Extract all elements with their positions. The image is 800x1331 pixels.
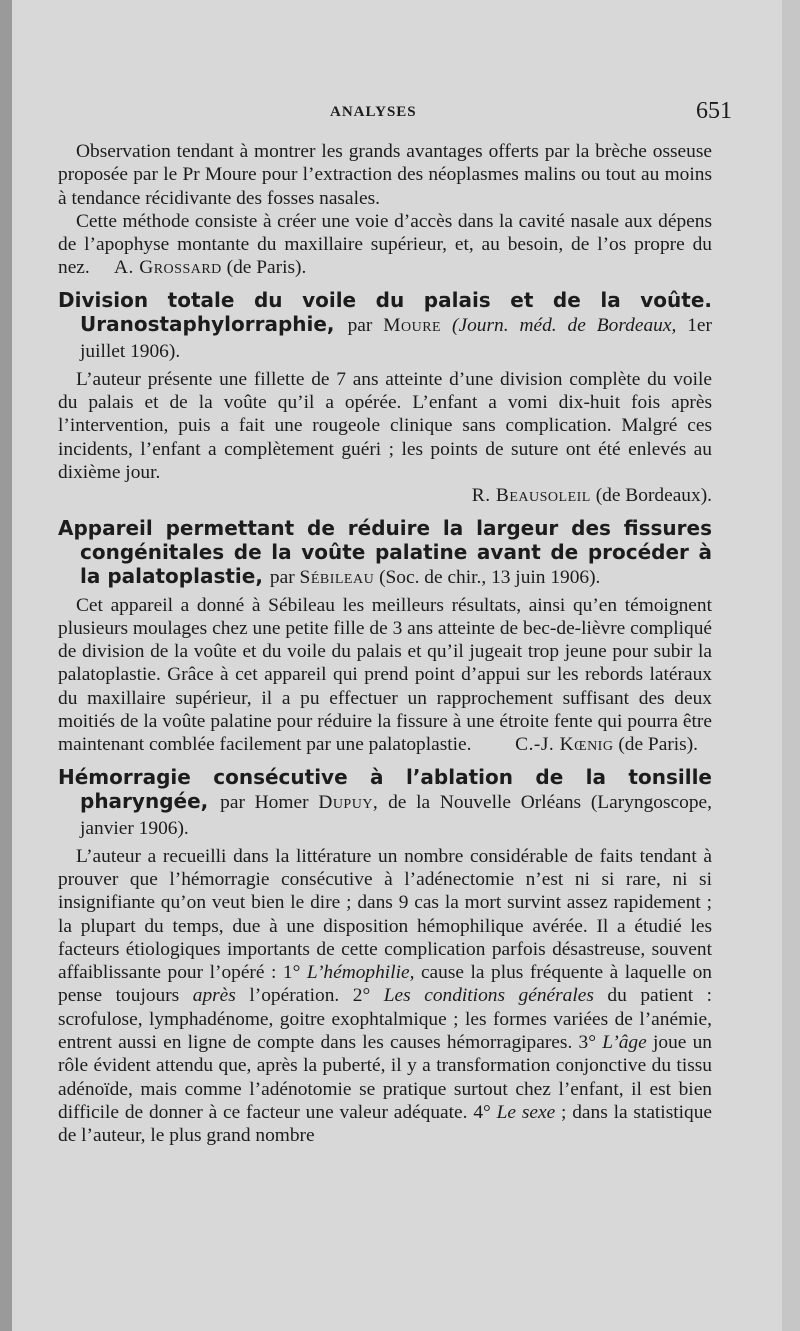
signature-place: (de Paris). <box>618 734 699 756</box>
article-title <box>58 516 712 590</box>
emphasis: Les conditions générales <box>383 985 594 1007</box>
paragraph-text: Cette méthode consiste à créer une voie d’accès dans la cavité nasale aux dépens de l’apophyse montante du maxillaire supérieur, et, au besoin, de l’os propre du nez. <box>58 210 712 279</box>
paragraph-text: ; dans la statistique de l’auteur, le plus grand nombre <box>58 1101 713 1147</box>
emphasis: L’âge <box>602 1032 647 1054</box>
signature <box>58 484 712 507</box>
author-name: Sébileau <box>299 566 375 588</box>
journal-ref: (Soc. de chir., 13 juin 1906). <box>379 566 601 588</box>
article-title <box>58 765 712 841</box>
byline-by: par <box>269 566 295 588</box>
paragraph: Observation tendant à montrer les grands avantages offerts par la brèche osseuse proposée par le Pr Moure pour l’extraction des néoplasmes malins ou tout au moins à tendance récidivante des fosses nasales. <box>58 141 712 209</box>
emphasis: L’hémophilie, <box>306 962 415 984</box>
signature-name: A. Grossard <box>114 257 222 279</box>
scan-right-edge <box>782 0 800 1331</box>
paragraph-text: du patient : scrofulose, lymphadénome, goitre exophtalmique ; les formes variées de l’anémie, entrent aussi en ligne de compte dans les causes hémorragipares. 3° <box>58 985 712 1054</box>
article-byline <box>270 567 601 588</box>
paragraph-text: cause la plus fréquente à laquelle on pense toujours <box>58 962 712 1007</box>
body-text <box>58 140 712 1148</box>
signature-name: R. Beausoleil <box>471 485 591 507</box>
paragraph-text: Cet appareil a donné à Sébileau les meilleurs résultats, ainsi qu’en témoignent plusieurs moulages chez une petite fille de 3 ans atteinte de bec-de-lièvre compliqué de division de la voûte et du voile du palais et qu’il jugeait trop jeune pour subir la palatoplastie. Grâce à cet appareil qui prend point d’appui sur les rebords latéraux du maxillaire supérieur, il a pu effectuer un rapprochement suffisant des deux moitiés de la voûte palatine pour réduire la fissure à une étroite fente qui pourra être maintenant comblée facilement par une palatoplastie. <box>58 594 712 756</box>
page-number: 651 <box>696 98 732 124</box>
paragraph <box>58 210 712 280</box>
journal-ref: (Journ. méd. de Bordeaux, <box>452 314 677 336</box>
page-header <box>60 96 732 126</box>
running-title: ANALYSES <box>330 104 417 120</box>
article-date: 1er juillet 1906). <box>80 314 712 362</box>
signature-place: (de Bordeaux). <box>595 485 712 507</box>
paragraph <box>58 845 712 1148</box>
paragraph-text: L’auteur a recueilli dans la littérature un nombre considérable de faits tendant à prouver que l’hémorragie consécutive à l’adénectomie n’est ni si rare, ni si insignifiante qu’on veut bien le dire ; dans 9 cas la mort survint assez rapidement ; la plupart du temps, due à une disposition hémophilique avérée. Il a étudié les facteurs étiologiques importants de cette complication parfois désastreuse, souvent affaiblissante pour l’opéré : 1° <box>58 845 712 984</box>
paragraph <box>58 594 712 757</box>
article-title <box>58 288 712 364</box>
article-title-text: Hémorragie consécutive à l’ablation de la tonsille pharyngée, <box>58 764 712 813</box>
byline-by: par <box>347 314 373 336</box>
emphasis: Le sexe <box>496 1101 556 1123</box>
author-name: Dupuy, <box>318 791 379 813</box>
signature-name: C.-J. Kœnig <box>515 734 614 756</box>
article-title-text: Appareil permettant de réduire la largeur des fissures congénitales de la voûte palatine avant de procéder à la palatoplastie, <box>58 515 712 588</box>
paragraph: L’auteur présente une fillette de 7 ans atteinte d’une division complète du voile du palais et de la voûte qu’il a opérée. L’enfant a vomi dix-huit fois après l’intervention, puis a fait une rougeole clinique sans complication. Malgré ces incidents, l’enfant a complètement guéri ; les points de suture ont été enlevés au dixième jour. <box>58 368 712 483</box>
emphasis: après <box>192 985 236 1007</box>
journal-ref: de la Nouvelle Orléans (Laryngoscope, janvier 1906). <box>80 791 712 839</box>
paragraph-text: joue un rôle évident attendu que, après la puberté, il y a transformation conjonctive du tissu adénoïde, mais comme l’adénotomie se pratique surtout chez l’enfant, il est bien difficile de donner à ce facteur une valeur adéquate. 4° <box>58 1032 712 1123</box>
byline-by: par Homer <box>220 791 309 813</box>
paragraph-text: l’opération. 2° <box>249 985 371 1007</box>
signature-place: (de Paris). <box>226 257 307 279</box>
article-title-text: Division totale du voile du palais et de la voûte. Uranostaphylorraphie, <box>58 287 712 336</box>
author-name: Moure <box>383 314 442 336</box>
scan-left-edge <box>0 0 12 1331</box>
